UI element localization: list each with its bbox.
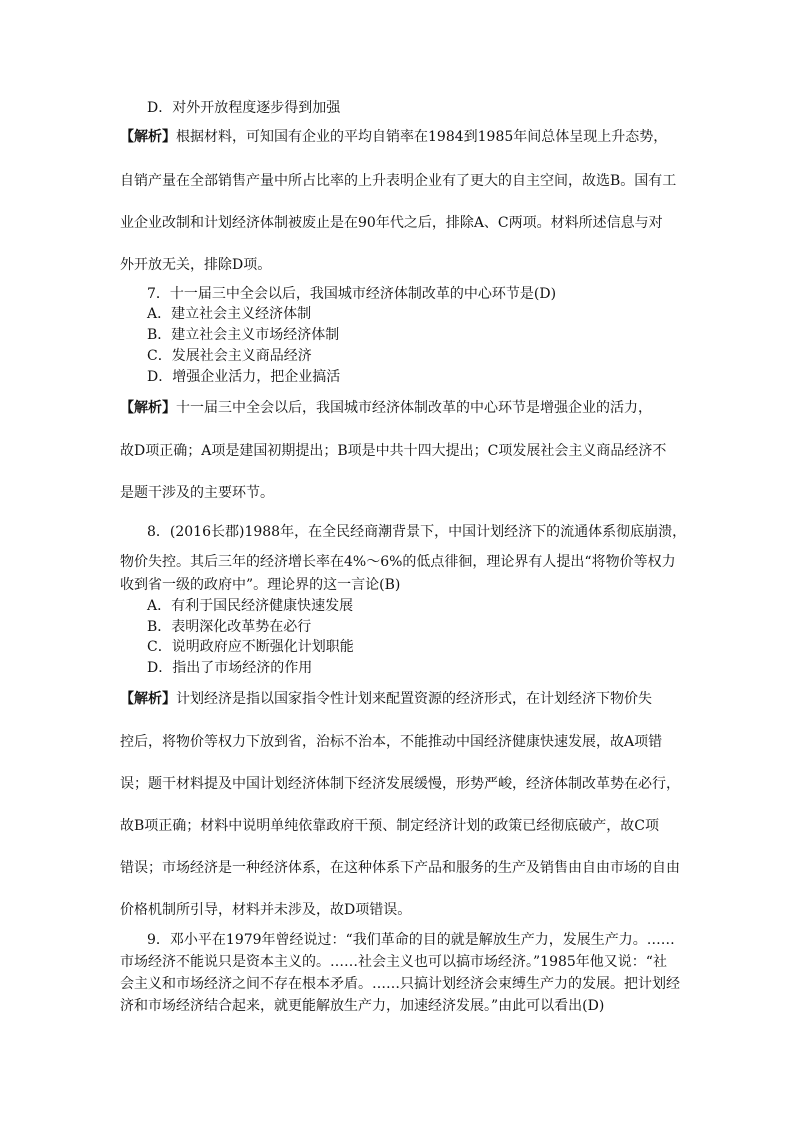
analysis-text: 十一届三中全会以后，我国城市经济体制改革的中心环节是增强企业的活力， [176,400,652,416]
option-d: D．对外开放程度逐步得到加强 [147,100,341,116]
analysis-text: 自销产量在全部销售产量中所占比率的上升表明企业有了更大的自主空间，故选B。国有工 [120,173,677,189]
question-stem: 7．十一届三中全会以后，我国城市经济体制改革的中心环节是(D) [147,286,557,302]
analysis-text: 误；题干材料提及中国计划经济体制下经济发展缓慢，形势严峻，经济体制改革势在必行， [120,776,680,792]
analysis-text: 计划经济是指以国家指令性计划来配置资源的经济形式，在计划经济下物价失 [176,691,652,707]
analysis-text: 价格机制所引导，材料并未涉及，故D项错误。 [120,902,412,918]
analysis-tag: 【解析】 [120,691,176,707]
option-b: B．建立社会主义市场经济体制 [147,327,340,343]
question-stem: 9．邓小平在1979年曾经说过：“我们革命的目的就是解放生产力，发展生产力。…… [147,932,675,948]
analysis-paragraph [120,126,680,148]
question-stem: 物价失控。其后三年的经济增长率在4%～6%的低点徘徊，理论界有人提出“将物价等权力 [120,554,676,570]
option-c: C．发展社会主义商品经济 [147,348,312,364]
analysis-text: 外开放无关，排除D项。 [120,257,272,273]
question-stem: 收到省一级的政府中”。理论界的这一言论(B) [120,577,401,593]
option-b: B．表明深化改革势在必行 [147,619,312,635]
analysis-text: 根据材料，可知国有企业的平均自销率在1984到1985年间总体呈现上升态势， [176,129,668,145]
analysis-text: 是题干涉及的主要环节。 [120,485,274,501]
analysis-tag: 【解析】 [120,129,176,145]
option-d: D．指出了市场经济的作用 [147,660,313,676]
analysis-text: 故B项正确；材料中说明单纯依靠政府干预、制定经济计划的政策已经彻底破产，故C项 [120,818,659,834]
option-d: D．增强企业活力，把企业搞活 [147,369,341,385]
analysis-text: 业企业改制和计划经济体制被废止是在90年代之后，排除A、C两项。材料所述信息与对 [120,215,663,231]
question-stem: 8．(2016长郡)1988年，在全民经商潮背景下，中国计划经济下的流通体系彻底崩溃， [147,524,687,540]
analysis-text: 控后，将物价等权力下放到省，治标不治本，不能推动中国经济健康快速发展，故A项错 [120,734,663,750]
question-stem: 会主义和市场经济之间不存在根本矛盾。……只搞计划经济会束缚生产力的发展。把计划经 [120,976,680,992]
option-a: A．建立社会主义经济体制 [147,306,312,322]
analysis-text: 故D项正确；A项是建国初期提出；B项是中共十四大提出；C项发展社会主义商品经济不 [120,443,667,459]
option-c: C．说明政府应不断强化计划职能 [147,639,354,655]
analysis-tag: 【解析】 [120,400,176,416]
question-stem: 市场经济不能说只是资本主义的。……社会主义也可以搞市场经济。”1985年他又说：“社 [120,954,667,970]
analysis-paragraph [120,397,680,419]
analysis-paragraph [120,688,680,710]
option-a: A．有利于国民经济健康快速发展 [147,598,354,614]
question-stem: 济和市场经济结合起来，就更能解放生产力，加速经济发展。”由此可以看出(D) [120,998,605,1014]
analysis-text: 错误；市场经济是一种经济体系，在这种体系下产品和服务的生产及销售由自由市场的自由 [120,860,680,876]
